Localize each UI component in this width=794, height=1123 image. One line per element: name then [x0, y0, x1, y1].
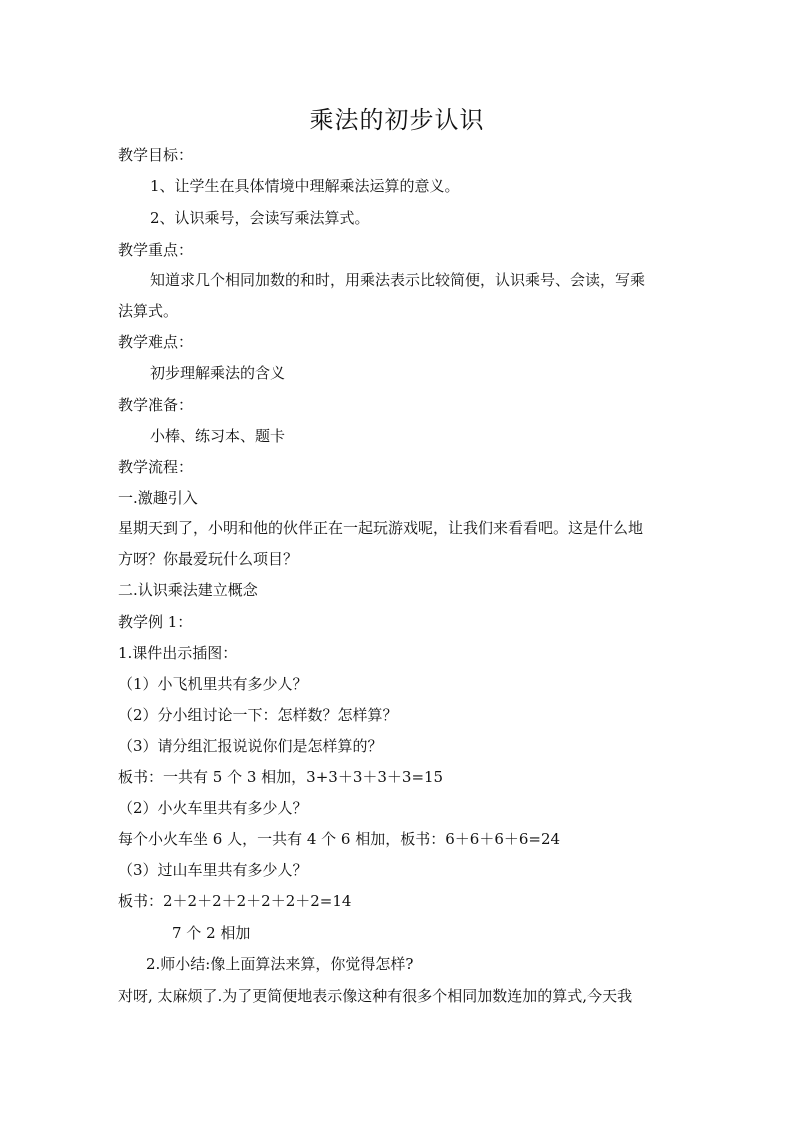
board-note-plane: 板书：一共有 5 个 3 相加，3+3＋3＋3＋3=15 [118, 768, 444, 786]
board-note-coaster-sum: 7 个 2 相加 [172, 924, 251, 942]
difficulties-text: 初步理解乘法的含义 [150, 364, 286, 382]
preparation-text: 小棒、练习本、题卡 [150, 427, 286, 445]
heading-process: 教学流程： [118, 458, 194, 476]
example-1-heading: 教学例 1： [118, 613, 193, 631]
key-points-text-cont: 法算式。 [118, 302, 179, 320]
board-note-train: 每个小火车坐 6 人，一共有 4 个 6 相加，板书：6＋6＋6＋6=24 [118, 830, 561, 848]
heading-objectives: 教学目标： [118, 146, 194, 164]
question-discuss: （2）分小组讨论一下：怎样数？怎样算？ [118, 706, 398, 724]
key-points-text: 知道求几个相同加数的和时，用乘法表示比较简便，认识乘号、会读，写乘 [150, 271, 646, 289]
heading-key-points: 教学重点： [118, 241, 194, 259]
question-coaster: （3）过山车里共有多少人？ [118, 861, 308, 879]
intro-text: 星期天到了，小明和他的伙伴正在一起玩游戏呢，让我们来看看吧。这是什么地 [118, 519, 644, 537]
question-report: （3）请分组汇报说说你们是怎样算的？ [118, 737, 383, 755]
intro-text-cont: 方呀？你最爱玩什么项目？ [118, 550, 299, 568]
board-note-coaster: 板书：2＋2＋2＋2＋2＋2＋2=14 [118, 892, 352, 910]
section-2-heading: 二.认识乘法建立概念 [118, 581, 258, 599]
summary-text: 对呀, 太麻烦了.为了更简便地表示像这种有很多个相同加数连加的算式,今天我 [118, 987, 633, 1005]
heading-difficulties: 教学难点： [118, 333, 194, 351]
question-train: （2）小火车里共有多少人？ [118, 799, 308, 817]
section-1-heading: 一.激趣引入 [118, 489, 198, 507]
teacher-summary: 2.师小结:像上面算法来算，你觉得怎样? [146, 955, 414, 973]
objective-2: 2、认识乘号，会读写乘法算式。 [150, 209, 370, 227]
question-plane: （1）小飞机里共有多少人？ [118, 675, 308, 693]
objective-1: 1、让学生在具体情境中理解乘法运算的意义。 [150, 177, 460, 195]
heading-preparation: 教学准备： [118, 396, 194, 414]
step-1-text: 1.课件出示插图： [118, 644, 238, 662]
page-title: 乘法的初步认识 [309, 106, 485, 134]
